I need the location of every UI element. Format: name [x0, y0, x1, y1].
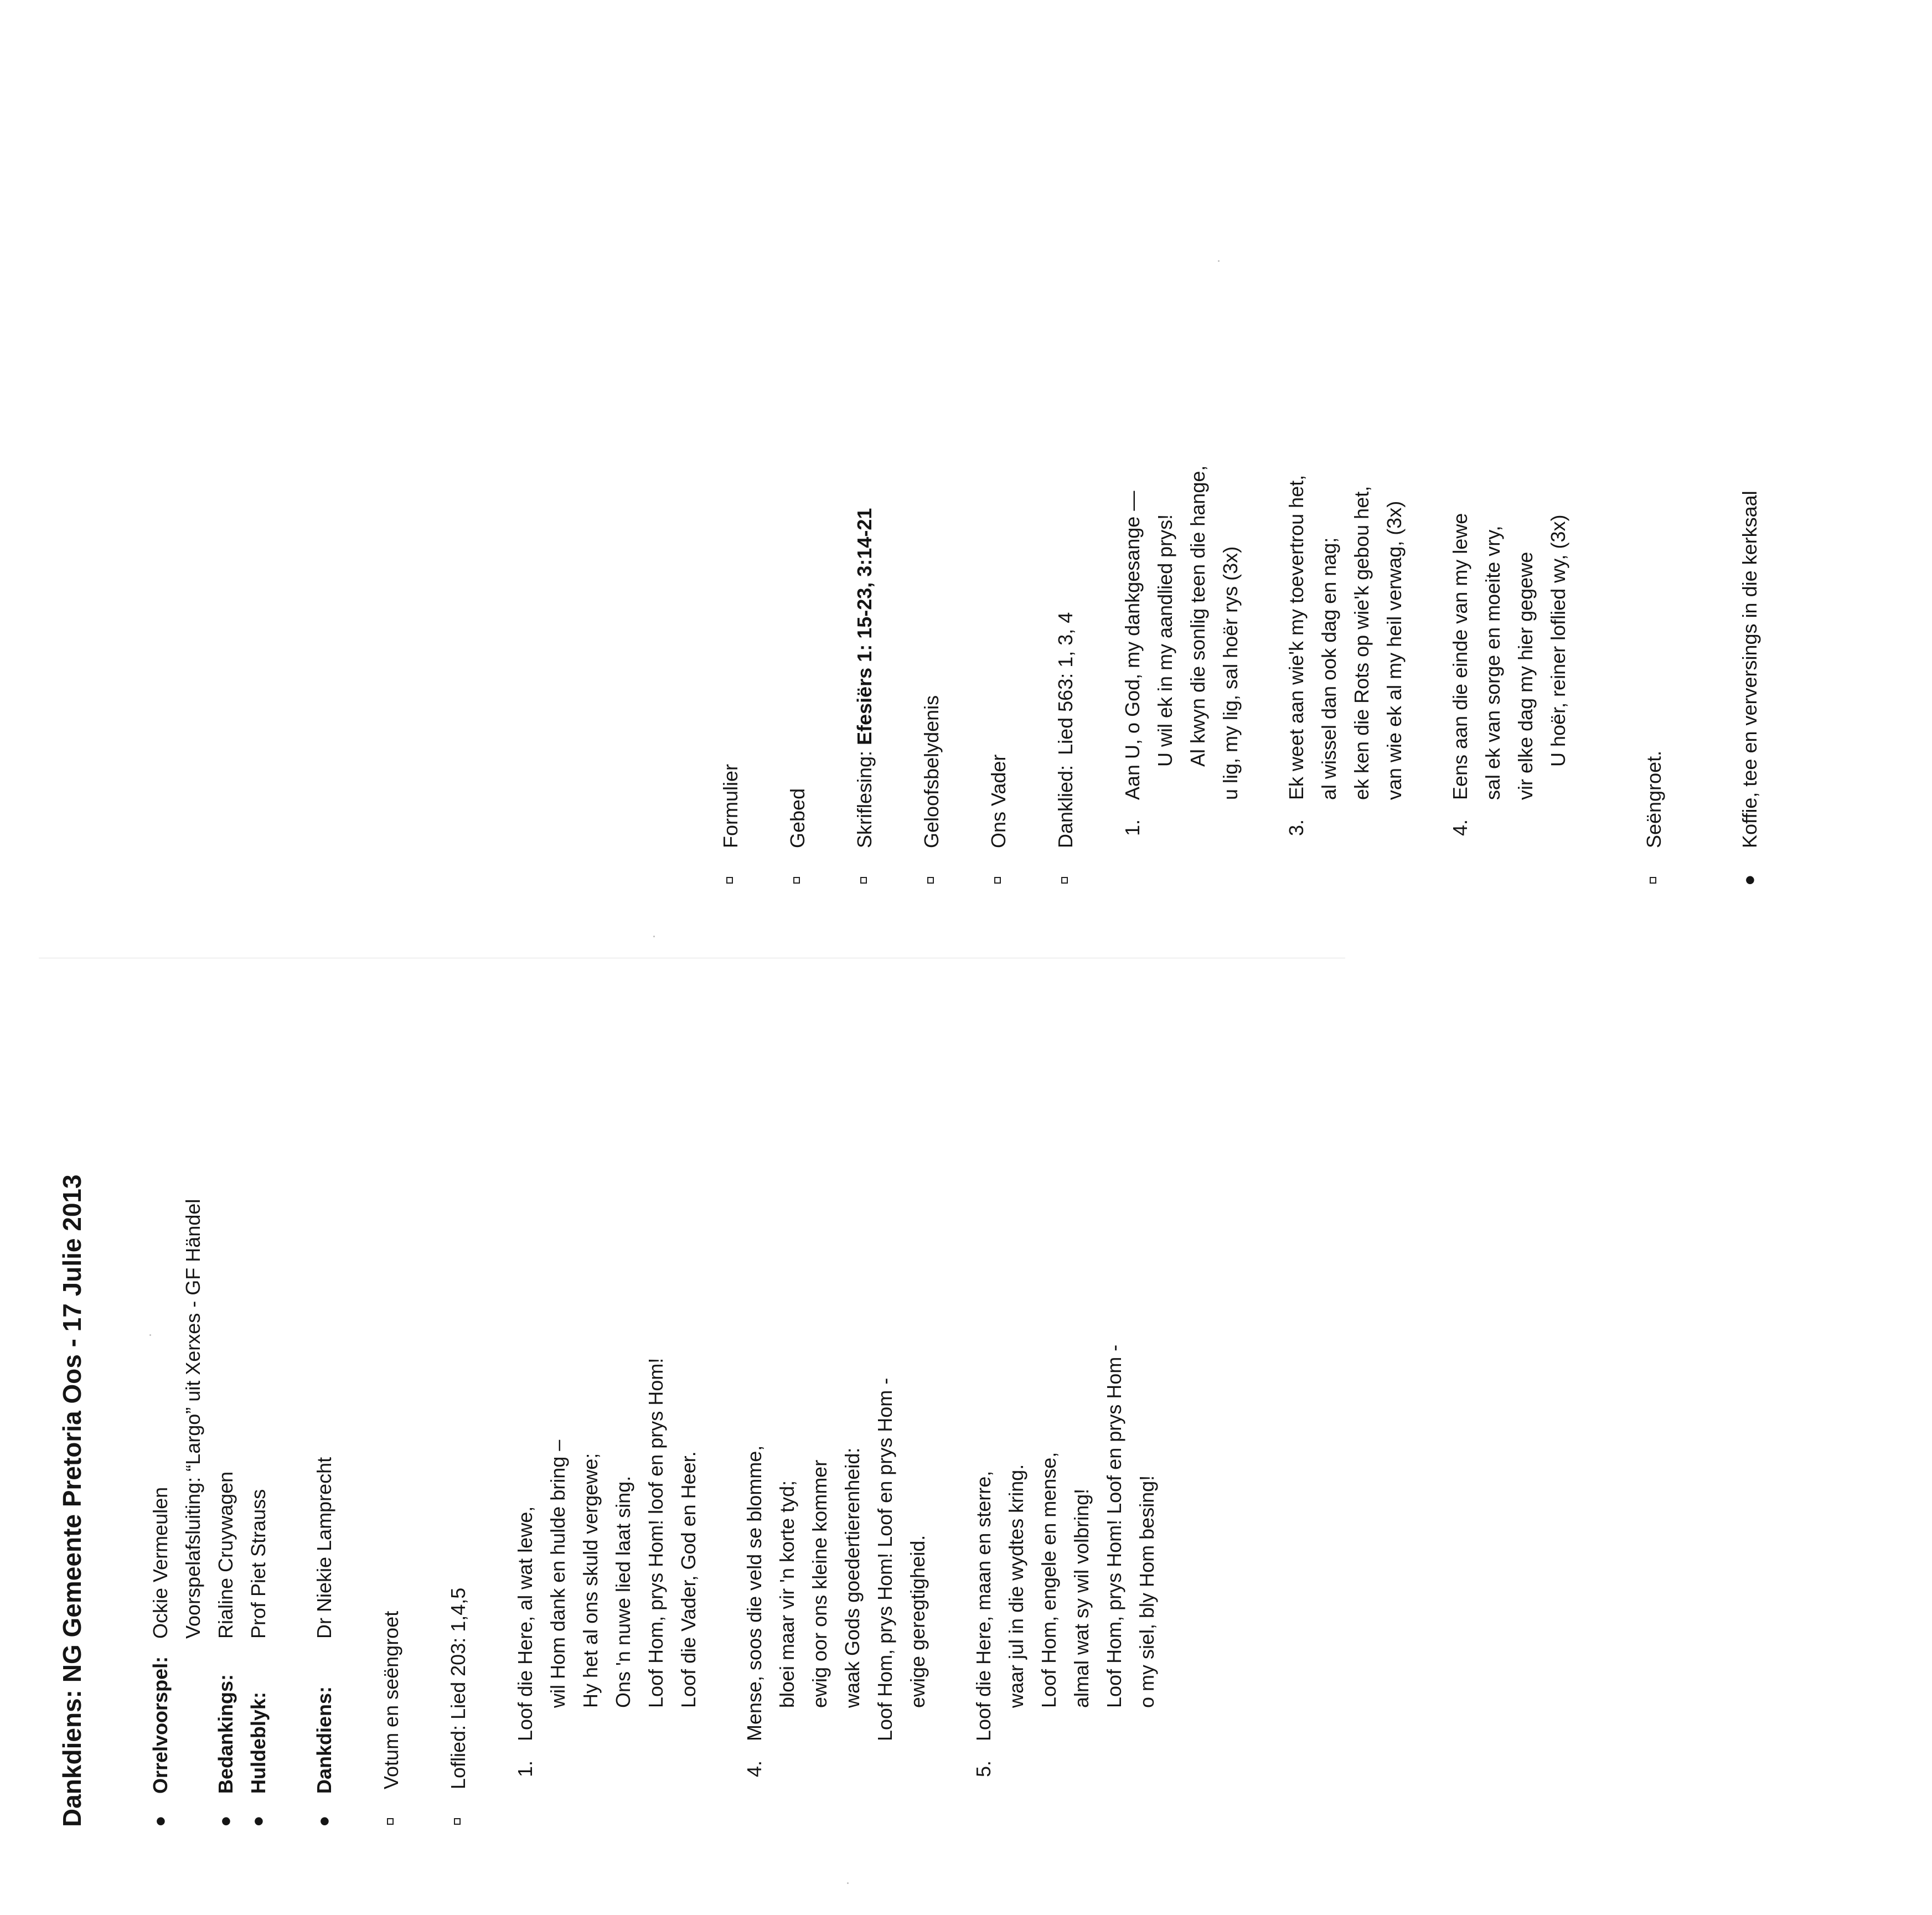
order-item-text: Seëngroet. — [1642, 750, 1665, 848]
role-label: Dankdiens: — [313, 1686, 335, 1794]
square-bullet-icon — [387, 1818, 394, 1825]
verse-line: Al kwyn die sonlig teen die hange, — [1186, 465, 1209, 767]
verse-line: ewige geregtigheid. — [906, 1535, 929, 1708]
verse-line: ek ken die Rots op wie'k gebou het, — [1350, 486, 1373, 800]
order-item-text: Loflied: Lied 203: 1,4,5 — [447, 1587, 469, 1789]
order-item-loflied — [442, 908, 474, 1827]
hymn-verse — [1444, 0, 1574, 886]
verse-line: Loof Hom, prys Hom! Loof en prys Hom - — [874, 1377, 896, 1741]
square-bullet-icon — [1061, 877, 1068, 884]
verse-line: Loof Hom, prys Hom! loof en prys Hom! — [644, 1357, 667, 1708]
verse-line: van wie ek al my heil verwag, (3x) — [1383, 500, 1406, 800]
verse-line: Loof die Here, al wat lewe, — [514, 1506, 536, 1741]
role-huldeblyk — [242, 908, 275, 1827]
square-bullet-icon — [860, 877, 867, 884]
scan-speck — [847, 1882, 849, 1884]
verse-line: Aan U, o God, my dankgesange — — [1121, 491, 1144, 800]
order-item-text: Votum en seëngroet — [380, 1611, 402, 1789]
hymn-reference: Lied 563: 1, 3, 4 — [1054, 612, 1077, 755]
verse-line: waar jul in die wydtes kring. — [1005, 1464, 1027, 1708]
bullet-dot-icon: ● — [1739, 874, 1760, 886]
programme-title: Dankdiens: NG Gemeente Pretoria Oos - 17 Julie 2013 — [58, 1174, 86, 1827]
verse-line: U hoër, reiner loflied wy, (3x) — [1547, 514, 1569, 767]
order-item-text: Ons Vader — [987, 754, 1010, 848]
order-item-seengroet — [1637, 0, 1670, 886]
verse-line: u lig, my lig, sal hoër rys (3x) — [1219, 546, 1242, 800]
bullet-dot-icon: ● — [149, 1815, 171, 1827]
verse-line: o my siel, bly Hom besing! — [1135, 1475, 1158, 1708]
verse-line: Loof die Here, maan en sterre, — [972, 1470, 995, 1741]
verse-line: vir elke dag my hier gegewe — [1514, 551, 1537, 800]
role-value: Rialine Cruywagen — [214, 1471, 237, 1639]
order-item-gebed — [781, 0, 814, 886]
verse-line: Loof Hom, prys Hom! Loof en prys Hom - — [1103, 1344, 1125, 1708]
verse-number: 1. — [1121, 819, 1144, 836]
verse-number: 1. — [514, 1760, 536, 1777]
order-item-text: Danklied: — [1054, 765, 1077, 848]
hymn-verse — [1116, 0, 1247, 886]
square-bullet-icon — [994, 877, 1001, 884]
closing-note — [1733, 0, 1766, 886]
role-value: Dr Niekie Lamprecht — [313, 1457, 335, 1639]
verse-line: U wil ek in my aandlied prys! — [1154, 514, 1176, 767]
verse-line: waak Gods goedertierenheid: — [841, 1447, 864, 1708]
role-label: Orrelvoorspel: — [149, 1656, 172, 1794]
hymn-verse — [967, 908, 1163, 1827]
verse-line: Ons 'n nuwe lied laat sing. — [612, 1475, 634, 1708]
verse-line: bloei maar vir 'n korte tyd; — [776, 1480, 798, 1708]
role-bedankings — [209, 908, 242, 1827]
verse-line: ewig oor ons kleine kommer — [808, 1459, 831, 1708]
hymn-verse — [738, 908, 934, 1827]
verse-number: 4. — [1449, 819, 1471, 836]
verse-line: sal ek van sorge en moeite vry, — [1481, 525, 1504, 800]
role-value: Voorspelafsluiting: “Largo” uit Xerxes - GF Händel — [182, 1199, 204, 1639]
role-orrelvoorspel — [144, 908, 177, 1827]
verse-line: almal wat sy wil volbring! — [1070, 1488, 1093, 1708]
hymn-verse — [509, 908, 705, 1827]
order-item-text: Skriflesing: — [853, 745, 876, 848]
square-bullet-icon — [927, 877, 934, 884]
programme-left-page — [55, 908, 1273, 1827]
order-item-ons-vader — [982, 0, 1015, 886]
role-label: Huldeblyk: — [247, 1691, 270, 1794]
verse-number: 4. — [743, 1760, 766, 1777]
bullet-dot-icon: ● — [247, 1815, 268, 1827]
square-bullet-icon — [454, 1818, 461, 1825]
closing-note-text: Koffie, tee en verversings in die kerksaal — [1738, 491, 1761, 848]
order-item-votum — [375, 908, 407, 1827]
role-value: Prof Piet Strauss — [247, 1489, 270, 1639]
square-bullet-icon — [793, 877, 800, 884]
verse-line: Loof Hom, engele en mense, — [1037, 1452, 1060, 1708]
verse-line: Ek weet aan wie'k my toevertrou het, — [1285, 474, 1308, 800]
order-item-danklied — [1049, 0, 1082, 886]
verse-line: Loof die Vader, God en Heer. — [677, 1451, 700, 1708]
hymn-verse — [1280, 0, 1411, 886]
order-item-text: Gebed — [786, 788, 809, 848]
order-item-formulier — [714, 0, 747, 886]
role-dankdiens — [308, 908, 340, 1827]
scripture-reference: Efesiërs 1: 15-23, 3:14-21 — [853, 508, 876, 745]
verse-line: Mense, soos die veld se blomme, — [743, 1445, 766, 1741]
order-item-text: Geloofsbelydenis — [920, 695, 943, 848]
verse-line: al wissel dan ook dag en nag; — [1318, 537, 1340, 800]
verse-line: wil Hom dank en hulde bring – — [546, 1439, 569, 1708]
verse-number: 5. — [972, 1760, 995, 1777]
square-bullet-icon — [1650, 877, 1656, 884]
bullet-dot-icon: ● — [313, 1815, 334, 1827]
verse-number: 3. — [1285, 819, 1308, 836]
order-item-skriflesing — [848, 0, 881, 886]
role-value: Ockie Vermeulen — [149, 1486, 172, 1639]
bullet-dot-icon: ● — [215, 1815, 236, 1827]
square-bullet-icon — [726, 877, 733, 884]
role-label: Bedankings: — [214, 1674, 237, 1794]
order-item-text: Formulier — [719, 763, 742, 848]
role-voorspelafsluiting — [177, 908, 209, 1827]
programme-right-page — [714, 0, 1932, 886]
verse-line: Eens aan die einde van my lewe — [1449, 513, 1471, 800]
verse-line: Hy het al ons skuld vergewe; — [579, 1453, 602, 1708]
order-item-geloofsbelydenis — [915, 0, 948, 886]
